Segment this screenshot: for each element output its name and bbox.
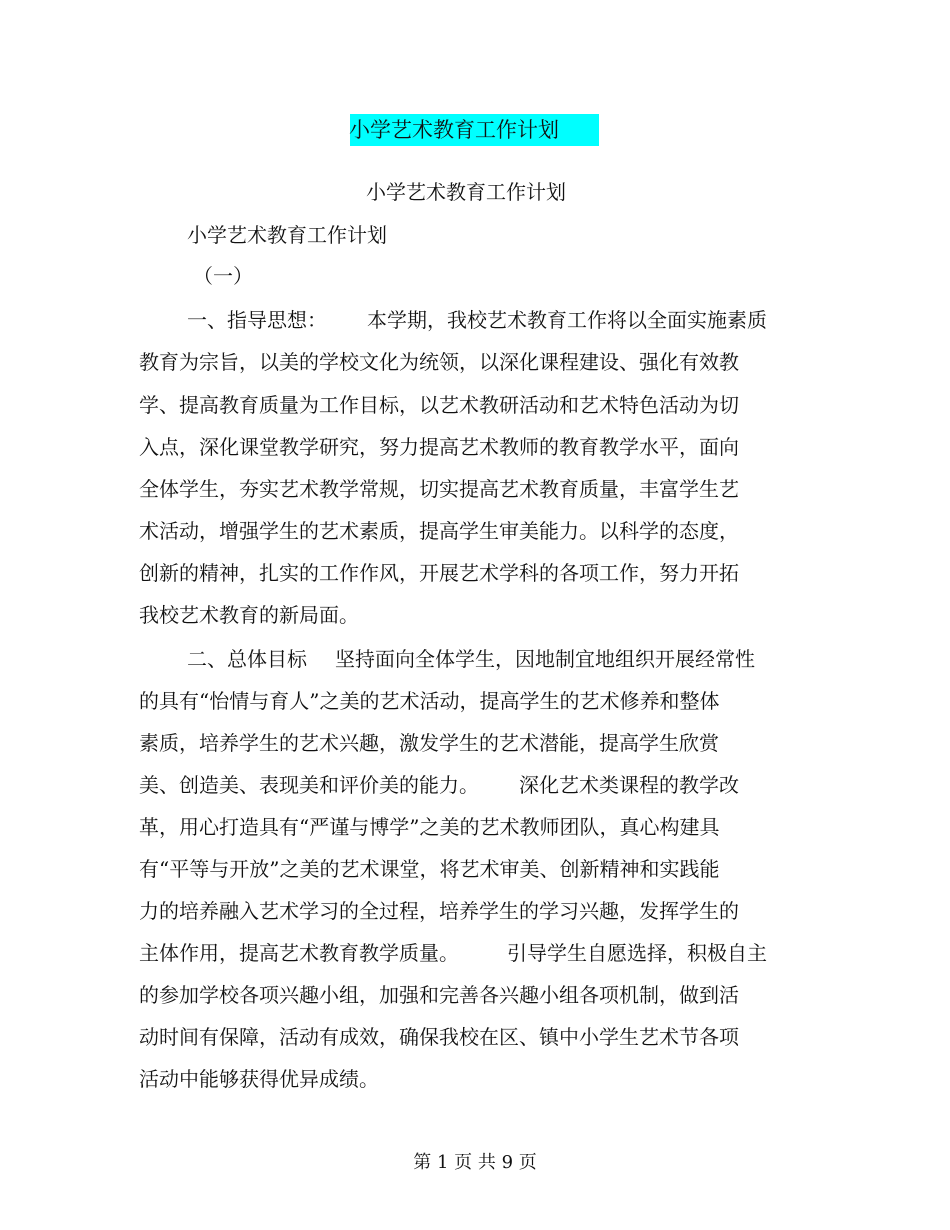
paragraph-line: 入点，深化课堂教学研究，努力提高艺术教师的教育教学水平，面向 (139, 435, 739, 459)
paragraph-line (187, 306, 767, 334)
paragraph-line (187, 645, 755, 673)
paragraph-line: 的具有“怡情与育人”之美的艺术活动，提高学生的艺术修养和整体 (139, 689, 720, 713)
paragraph-line (139, 771, 739, 799)
paragraph-line: 教育为宗旨，以美的学校文化为统领，以深化课程建设、强化有效教 (139, 350, 739, 374)
paragraph-text: 坚持面向全体学生，因地制宜地组织开展经常性 (335, 647, 755, 671)
paragraph-text: 深化艺术类课程的教学改 (519, 773, 739, 797)
paragraph-line: 力的培养融入艺术学习的全过程，培养学生的学习兴趣，发挥学生的 (139, 899, 739, 923)
paragraph-line: 素质，培养学生的艺术兴趣，激发学生的艺术潜能，提高学生欣赏 (139, 731, 719, 755)
paragraph-text: 本学期，我校艺术教育工作将以全面实施素质 (367, 308, 767, 332)
paragraph-line: 有“平等与开放”之美的艺术课堂，将艺术审美、创新精神和实践能 (139, 857, 720, 881)
paragraph-text: 美、创造美、表现美和评价美的能力。 (139, 773, 479, 797)
paragraph-line: 全体学生，夯实艺术教学常规，切实提高艺术教育质量，丰富学生艺 (139, 477, 739, 501)
paragraph-line: 的参加学校各项兴趣小组，加强和完善各兴趣小组各项机制，做到活 (139, 983, 739, 1007)
paragraph-line: 动时间有保障，活动有成效，确保我校在区、镇中小学生艺术节各项 (139, 1025, 739, 1049)
paragraph-line: 革，用心打造具有“严谨与博学”之美的艺术教师团队，真心构建具 (139, 815, 720, 839)
paragraph-line (139, 939, 767, 967)
document-title: 小学艺术教育工作计划 (349, 118, 559, 142)
document-subtitle: 小学艺术教育工作计划 (366, 180, 566, 204)
paragraph-line: 活动中能够获得优异成绩。 (139, 1067, 379, 1091)
paragraph-line: 创新的精神，扎实的工作作风，开展艺术学科的各项工作，努力开拓 (139, 561, 739, 585)
paragraph-text: 引导学生自愿选择，积极自主 (507, 941, 767, 965)
paragraph-line: 我校艺术教育的新局面。 (139, 603, 359, 627)
paragraph-line: 术活动，增强学生的艺术素质，提高学生审美能力。以科学的态度， (139, 519, 739, 543)
paragraph-line: 学、提高教育质量为工作目标，以艺术教研活动和艺术特色活动为切 (139, 393, 739, 417)
paragraph-text: 主体作用，提高艺术教育教学质量。 (139, 941, 459, 965)
page-footer: 第 1 页 共 9 页 (413, 1152, 537, 1173)
paragraph-label: 二、总体目标 (187, 647, 307, 671)
section-heading: 小学艺术教育工作计划 (187, 223, 387, 247)
paragraph-label: 一、指导思想： (187, 308, 327, 332)
section-marker: （一） (193, 264, 253, 288)
